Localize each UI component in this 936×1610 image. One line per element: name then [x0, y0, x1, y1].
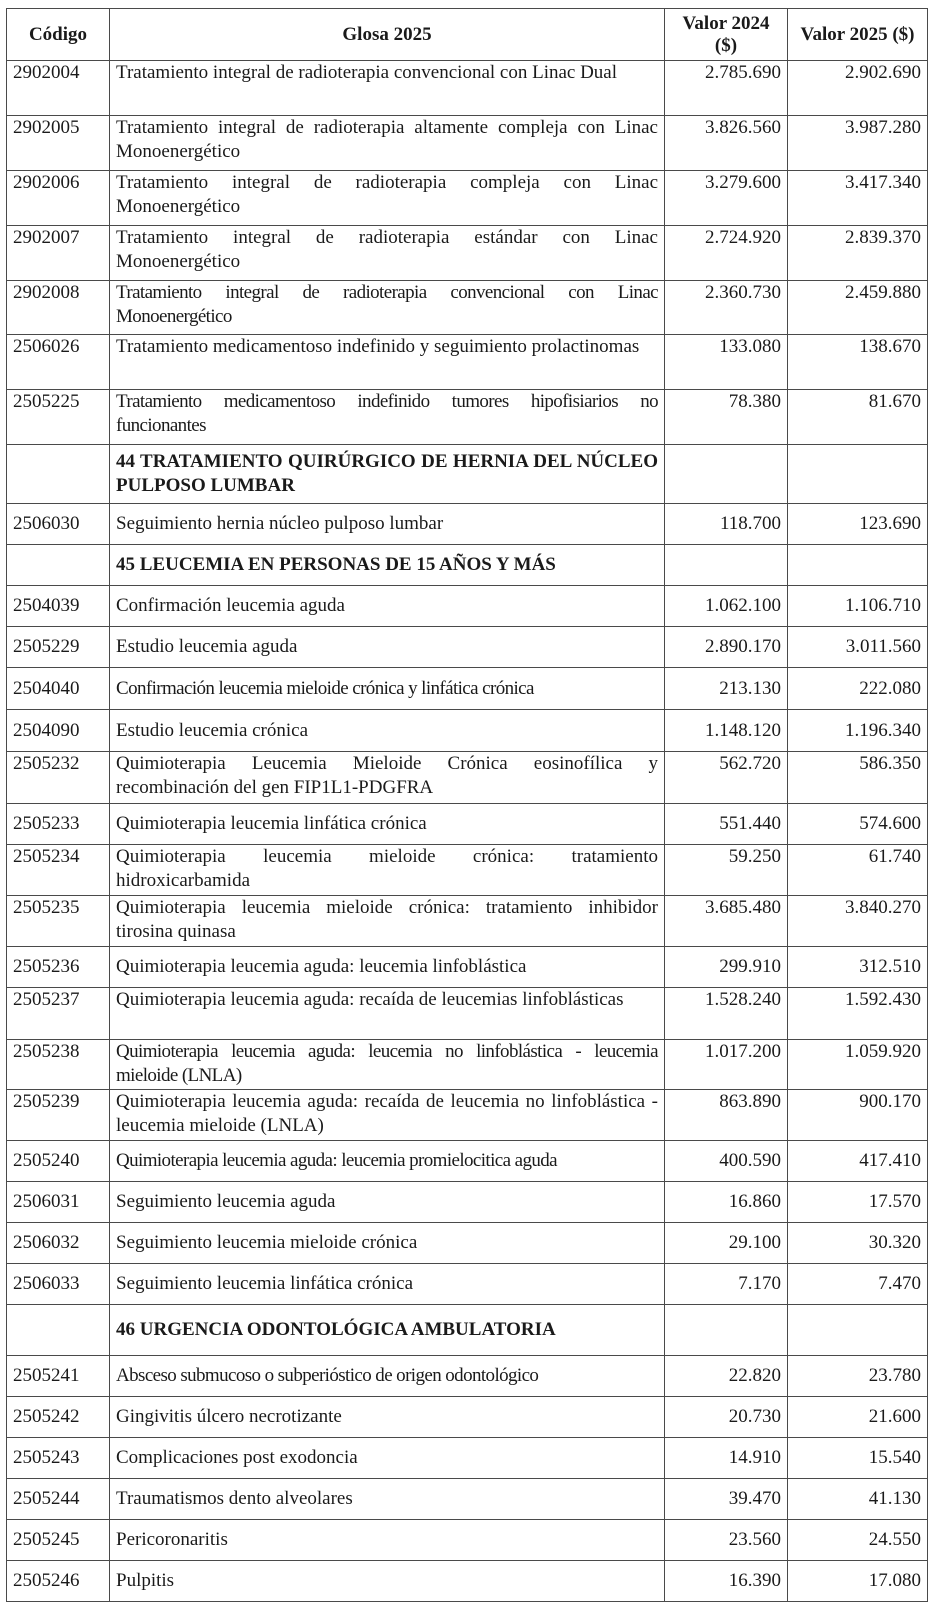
valor-2025-cell: 312.510 [788, 947, 928, 988]
glosa-cell: Quimioterapia Leucemia Mieloide Crónica eosinofílica y recombinación del gen FIP1L1-PDGFRA [110, 752, 665, 804]
glosa-cell: Tratamiento integral de radioterapia altamente compleja con Linac Monoenergético [110, 116, 665, 171]
valor-2024-cell: 3.279.600 [665, 171, 788, 226]
valor-2025-cell: 81.670 [788, 390, 928, 445]
table-row [7, 988, 928, 1040]
glosa-cell: Quimioterapia leucemia aguda: leucemia promielocitica aguda [110, 1141, 665, 1182]
code-cell: 2506031 [7, 1182, 110, 1223]
valor-2025-cell: 3.417.340 [788, 171, 928, 226]
valor-2024-cell [665, 445, 788, 504]
table-row [7, 1438, 928, 1479]
glosa-cell: Tratamiento integral de radioterapia convencional con Linac Monoenergético [110, 281, 665, 335]
table-row [7, 586, 928, 627]
glosa-cell: Estudio leucemia crónica [110, 710, 665, 752]
glosa-cell: Gingivitis úlcero necrotizante [110, 1397, 665, 1438]
code-cell: 2505240 [7, 1141, 110, 1182]
valor-2025-cell: 23.780 [788, 1356, 928, 1397]
glosa-cell: Seguimiento leucemia aguda [110, 1182, 665, 1223]
table-row [7, 504, 928, 545]
table-row [7, 947, 928, 988]
table-row [7, 335, 928, 390]
valor-2025-cell: 15.540 [788, 1438, 928, 1479]
valor-2025-cell: 2.459.880 [788, 281, 928, 335]
valor-2024-cell: 3.685.480 [665, 896, 788, 947]
valor-2025-cell: 586.350 [788, 752, 928, 804]
valor-2024-cell: 3.826.560 [665, 116, 788, 171]
glosa-cell: Complicaciones post exodoncia [110, 1438, 665, 1479]
table-row [7, 390, 928, 445]
valor-2024-cell: 59.250 [665, 845, 788, 896]
valor-2024-cell [665, 1305, 788, 1356]
glosa-cell: Quimioterapia leucemia aguda: leucemia no linfoblástica - leucemia mieloide (LNLA) [110, 1040, 665, 1090]
valor-2025-cell: 417.410 [788, 1141, 928, 1182]
valor-2025-cell: 3.987.280 [788, 116, 928, 171]
table-row [7, 1223, 928, 1264]
code-cell [7, 545, 110, 586]
valor-2025-cell: 138.670 [788, 335, 928, 390]
header-valor-2025: Valor 2025 ($) [788, 9, 928, 61]
table-row [7, 61, 928, 116]
valor-2025-cell: 1.106.710 [788, 586, 928, 627]
valor-2024-cell: 1.017.200 [665, 1040, 788, 1090]
table-row [7, 804, 928, 845]
valor-2024-cell: 1.148.120 [665, 710, 788, 752]
table-row [7, 1479, 928, 1520]
code-cell: 2902004 [7, 61, 110, 116]
glosa-cell: Traumatismos dento alveolares [110, 1479, 665, 1520]
code-cell: 2505235 [7, 896, 110, 947]
glosa-cell: Absceso submucoso o subperióstico de origen odontológico [110, 1356, 665, 1397]
code-cell: 2902008 [7, 281, 110, 335]
code-cell: 2902006 [7, 171, 110, 226]
valor-2025-cell: 24.550 [788, 1520, 928, 1561]
code-cell: 2506033 [7, 1264, 110, 1305]
valor-2025-cell: 17.080 [788, 1561, 928, 1602]
valor-2025-cell: 7.470 [788, 1264, 928, 1305]
code-cell: 2505232 [7, 752, 110, 804]
table-row [7, 845, 928, 896]
valor-2024-cell: 400.590 [665, 1141, 788, 1182]
glosa-cell: Quimioterapia leucemia aguda: recaída de leucemia no linfoblástica - leucemia mieloide (LNLA) [110, 1090, 665, 1141]
table-row [7, 226, 928, 281]
valor-2024-cell: 863.890 [665, 1090, 788, 1141]
glosa-cell: Quimioterapia leucemia mieloide crónica: tratamiento hidroxicarbamida [110, 845, 665, 896]
header-code: Código [7, 9, 110, 61]
valor-2025-cell: 30.320 [788, 1223, 928, 1264]
table-row [7, 281, 928, 335]
valor-2025-cell: 574.600 [788, 804, 928, 845]
valor-2025-cell [788, 545, 928, 586]
valor-2025-cell: 3.011.560 [788, 627, 928, 668]
valor-2025-cell: 2.839.370 [788, 226, 928, 281]
header-glosa: Glosa 2025 [110, 9, 665, 61]
code-cell: 2504040 [7, 668, 110, 710]
valor-2024-cell: 1.062.100 [665, 586, 788, 627]
valor-2024-cell: 29.100 [665, 1223, 788, 1264]
glosa-cell: Estudio leucemia aguda [110, 627, 665, 668]
glosa-cell: Quimioterapia leucemia aguda: recaída de leucemias linfoblásticas [110, 988, 665, 1040]
glosa-cell: Confirmación leucemia aguda [110, 586, 665, 627]
valor-2024-cell: 78.380 [665, 390, 788, 445]
table-row [7, 116, 928, 171]
valor-2025-cell: 2.902.690 [788, 61, 928, 116]
valor-2024-cell: 2.360.730 [665, 281, 788, 335]
code-cell: 2505243 [7, 1438, 110, 1479]
valor-2024-cell: 22.820 [665, 1356, 788, 1397]
glosa-cell: Tratamiento integral de radioterapia convencional con Linac Dual [110, 61, 665, 116]
table-row [7, 171, 928, 226]
code-cell: 2505242 [7, 1397, 110, 1438]
table-row [7, 1356, 928, 1397]
valor-2025-cell: 900.170 [788, 1090, 928, 1141]
section-row [7, 445, 928, 504]
valor-2024-cell: 39.470 [665, 1479, 788, 1520]
valor-2025-cell: 21.600 [788, 1397, 928, 1438]
code-cell: 2505239 [7, 1090, 110, 1141]
valor-2024-cell: 133.080 [665, 335, 788, 390]
code-cell: 2505241 [7, 1356, 110, 1397]
glosa-cell: Seguimiento hernia núcleo pulposo lumbar [110, 504, 665, 545]
table-row [7, 1397, 928, 1438]
valor-2024-cell: 16.860 [665, 1182, 788, 1223]
glosa-cell: Tratamiento medicamentoso indefinido y seguimiento prolactinomas [110, 335, 665, 390]
valor-2024-cell: 551.440 [665, 804, 788, 845]
table-row [7, 668, 928, 710]
code-cell: 2902005 [7, 116, 110, 171]
code-cell: 2506032 [7, 1223, 110, 1264]
valor-2025-cell: 17.570 [788, 1182, 928, 1223]
code-cell: 2505225 [7, 390, 110, 445]
valor-2024-cell: 118.700 [665, 504, 788, 545]
valor-2024-cell: 562.720 [665, 752, 788, 804]
code-cell: 2505237 [7, 988, 110, 1040]
code-cell: 2505236 [7, 947, 110, 988]
table-row [7, 1090, 928, 1141]
header-row [7, 9, 928, 61]
glosa-cell: Seguimiento leucemia linfática crónica [110, 1264, 665, 1305]
valor-2025-cell: 1.592.430 [788, 988, 928, 1040]
code-cell: 2505245 [7, 1520, 110, 1561]
code-cell: 2505234 [7, 845, 110, 896]
glosa-cell: Quimioterapia leucemia aguda: leucemia linfoblástica [110, 947, 665, 988]
glosa-cell: Quimioterapia leucemia mieloide crónica: tratamiento inhibidor tirosina quinasa [110, 896, 665, 947]
code-cell: 2504039 [7, 586, 110, 627]
table-row [7, 1141, 928, 1182]
valor-2025-cell: 222.080 [788, 668, 928, 710]
valor-2025-cell: 1.196.340 [788, 710, 928, 752]
code-cell: 2902007 [7, 226, 110, 281]
valor-2025-cell [788, 1305, 928, 1356]
code-cell: 2505229 [7, 627, 110, 668]
valor-2024-cell: 299.910 [665, 947, 788, 988]
table-body [7, 61, 928, 1602]
valor-2024-cell: 14.910 [665, 1438, 788, 1479]
valor-2024-cell: 23.560 [665, 1520, 788, 1561]
valor-2025-cell: 41.130 [788, 1479, 928, 1520]
code-cell: 2506026 [7, 335, 110, 390]
valor-2024-cell: 7.170 [665, 1264, 788, 1305]
code-cell: 2505233 [7, 804, 110, 845]
code-cell: 2506030 [7, 504, 110, 545]
valor-2024-cell [665, 545, 788, 586]
code-cell: 2505244 [7, 1479, 110, 1520]
glosa-cell: Seguimiento leucemia mieloide crónica [110, 1223, 665, 1264]
table-row [7, 752, 928, 804]
valor-2024-cell: 2.785.690 [665, 61, 788, 116]
code-cell: 2505238 [7, 1040, 110, 1090]
glosa-cell: Confirmación leucemia mieloide crónica y linfática crónica [110, 668, 665, 710]
table-row [7, 1182, 928, 1223]
table-row [7, 1520, 928, 1561]
valor-2024-cell: 16.390 [665, 1561, 788, 1602]
header-valor-2024: Valor 2024 ($) [665, 9, 788, 61]
table-row [7, 896, 928, 947]
valor-2025-cell [788, 445, 928, 504]
valor-2024-cell: 2.724.920 [665, 226, 788, 281]
table-row [7, 1561, 928, 1602]
code-cell [7, 445, 110, 504]
tarifas-table [6, 8, 928, 1602]
valor-2025-cell: 3.840.270 [788, 896, 928, 947]
table-row [7, 1040, 928, 1090]
glosa-cell: Tratamiento integral de radioterapia estándar con Linac Monoenergético [110, 226, 665, 281]
table-row [7, 710, 928, 752]
table-row [7, 1264, 928, 1305]
valor-2024-cell: 20.730 [665, 1397, 788, 1438]
code-cell: 2504090 [7, 710, 110, 752]
valor-2024-cell: 2.890.170 [665, 627, 788, 668]
valor-2025-cell: 1.059.920 [788, 1040, 928, 1090]
valor-2024-cell: 213.130 [665, 668, 788, 710]
section-title: 44 TRATAMIENTO QUIRÚRGICO DE HERNIA DEL NÚCLEO PULPOSO LUMBAR [110, 445, 665, 504]
section-title: 45 LEUCEMIA EN PERSONAS DE 15 AÑOS Y MÁS [110, 545, 665, 586]
valor-2025-cell: 61.740 [788, 845, 928, 896]
glosa-cell: Tratamiento integral de radioterapia compleja con Linac Monoenergético [110, 171, 665, 226]
valor-2024-cell: 1.528.240 [665, 988, 788, 1040]
table-row [7, 627, 928, 668]
glosa-cell: Tratamiento medicamentoso indefinido tumores hipofisiarios no funcionantes [110, 390, 665, 445]
code-cell [7, 1305, 110, 1356]
glosa-cell: Pulpitis [110, 1561, 665, 1602]
code-cell: 2505246 [7, 1561, 110, 1602]
glosa-cell: Quimioterapia leucemia linfática crónica [110, 804, 665, 845]
section-row [7, 545, 928, 586]
valor-2025-cell: 123.690 [788, 504, 928, 545]
section-title: 46 URGENCIA ODONTOLÓGICA AMBULATORIA [110, 1305, 665, 1356]
section-row [7, 1305, 928, 1356]
glosa-cell: Pericoronaritis [110, 1520, 665, 1561]
